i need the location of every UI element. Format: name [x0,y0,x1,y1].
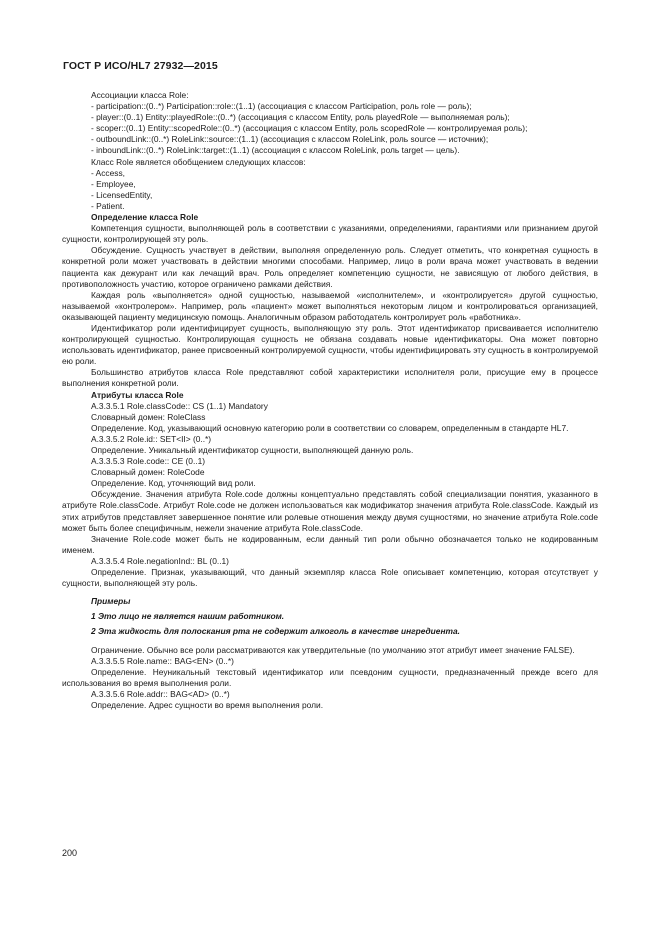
document-body [62,90,598,711]
paragraph: Определение. Код, уточняющий вид роли. [91,478,256,489]
examples-heading: Примеры [91,596,131,607]
paragraph: Большинство атрибутов класса Role представляют собой характеристики исполнителя роли, присущие ему в процессе выполнения конкретной роли. [62,367,598,389]
attribute-heading: A.3.3.5.4 Role.negationInd:: BL (0..1) [91,555,229,566]
list-item: - outboundLink::(0..*) RoleLink::source::(1..1) (ассоциация с классом RoleLink, роль source — источник); [91,134,489,145]
list-item: - participation::(0..*) Participation::role::(1..1) (ассоциация с классом Participation, роль role — роль); [91,101,472,112]
attribute-heading: A.3.3.5.3 Role.code:: CE (0..1) [91,456,206,467]
attribute-heading: A.3.3.5.5 Role.name:: BAG<EN> (0..*) [91,655,234,666]
paragraph: Компетенция сущности, выполняющей роль в соответствии с указаниями, определениями, гарантиями или признанием другой сущности, контролирующей эту роль. [62,223,598,245]
example-item: 1 Это лицо не является нашим работником. [91,611,285,622]
paragraph: Словарный домен: RoleCode [91,467,205,478]
attribute-heading: A.3.3.5.6 Role.addr:: BAG<AD> (0..*) [91,688,230,699]
paragraph: Класс Role является обобщением следующих классов: [91,156,306,167]
list-item: - Employee, [91,178,136,189]
attribute-heading: A.3.3.5.2 Role.id:: SET<II> (0..*) [91,433,212,444]
paragraph: Обсуждение. Значения атрибута Role.code должны концептуально представлять собой специализации понятия, указанного в атрибуте Role.classCode. Атрибут Role.code не должен использоваться как модификатор значения атрибута Role.classCode. Каждый из этих атрибутов представляет завершенное понятие или ролевые отношения между двумя сущностями, но значение атрибута Role.code может быть более специфичным, нежели значение атрибута Role.classCode. [62,489,598,533]
list-item: - player::(0..1) Entity::playedRole::(0..*) (ассоциация с классом Entity, роль playedRole — выполняемая роль); [91,112,510,123]
paragraph: Ограничение. Обычно все роли рассматриваются как утвердительные (по умолчанию этот атрибут имеет значение FALSE). [91,644,575,655]
list-item: - Patient. [91,200,125,211]
paragraph: Определение. Уникальный идентификатор сущности, выполняющей данную роль. [91,445,414,455]
list-item: - Access, [91,167,125,178]
document-header: ГОСТ Р ИСО/HL7 27932—2015 [63,60,218,72]
list-item: - scoper::(0..1) Entity::scopedRole::(0..*) (ассоциация с классом Entity, роль scopedRole — контролируемая роль); [91,123,528,134]
paragraph: Словарный домен: RoleClass [91,411,206,422]
paragraph: Значение Role.code может быть не кодированным, если данный тип роли обычно обозначается только не кодированным именем. [62,533,598,555]
section-heading: Определение класса Role [91,212,199,223]
paragraph: Определение. Код, указывающий основную категорию роли в соответствии со словарем, определенным в стандарте HL7. [91,422,569,433]
paragraph: Идентификатор роли идентифицирует сущность, выполняющую эту роль. Этот идентификатор присваивается исполнителю контролирующей сущностью. Контролирующая сущность не обязана создавать новые идентификаторы. Она может повторно использовать идентификатор, ранее присвоенный контролируемой сущности, чтобы идентифицировать эту сущность в контролируемой ею роли. [62,322,598,367]
list-item: - inboundLink::(0..*) RoleLink::target::(1..1) (ассоциация с классом RoleLink, роль target — цель). [91,145,460,156]
attribute-heading: A.3.3.5.1 Role.classCode:: CS (1..1) Mandatory [91,400,268,411]
paragraph: Определение. Адрес сущности во время выполнения роли. [91,699,324,710]
paragraph: Определение. Признак, указывающий, что данный экземпляр класса Role описывает компетенцию, которая отсутствует у сущности, выполняющей эту роль. [62,567,598,589]
example-item: 2 Эта жидкость для полоскания рта не содержит алкоголь в качестве ингредиента. [91,626,460,637]
paragraph: Ассоциации класса Role: [91,90,189,100]
section-heading: Атрибуты класса Role [91,389,184,400]
paragraph: Определение. Неуникальный текстовый идентификатор или псевдоним сущности, предназначенный прежде всего для использования во время выполнения роли. [62,666,598,688]
paragraph: Обсуждение. Сущность участвует в действии, выполняя определенную роль. Следует отметить, что конкретная сущность в конкретной роли может участвовать в действии многими способами. Например, лицо в роли врача может участвовать в ведении пациента как дежурант или как лечащий врач. Роль определяет компетенцию сущности, не зависящую от любого действия, в противоположность участию, которое ограничено рамками действия. [62,245,598,289]
list-item: - LicensedEntity, [91,189,153,200]
paragraph: Каждая роль «выполняется» одной сущностью, называемой «исполнителем», и «контролируется» другой сущностью, называемой «контролером». Например, роль «пациент» может выполняться некоторым лицом и контролироваться организацией, оказывающей пациенту медицинскую помощь. Аналогичным образом работодатель контролирует роль «работника». [62,289,598,322]
page-number: 200 [62,848,78,858]
